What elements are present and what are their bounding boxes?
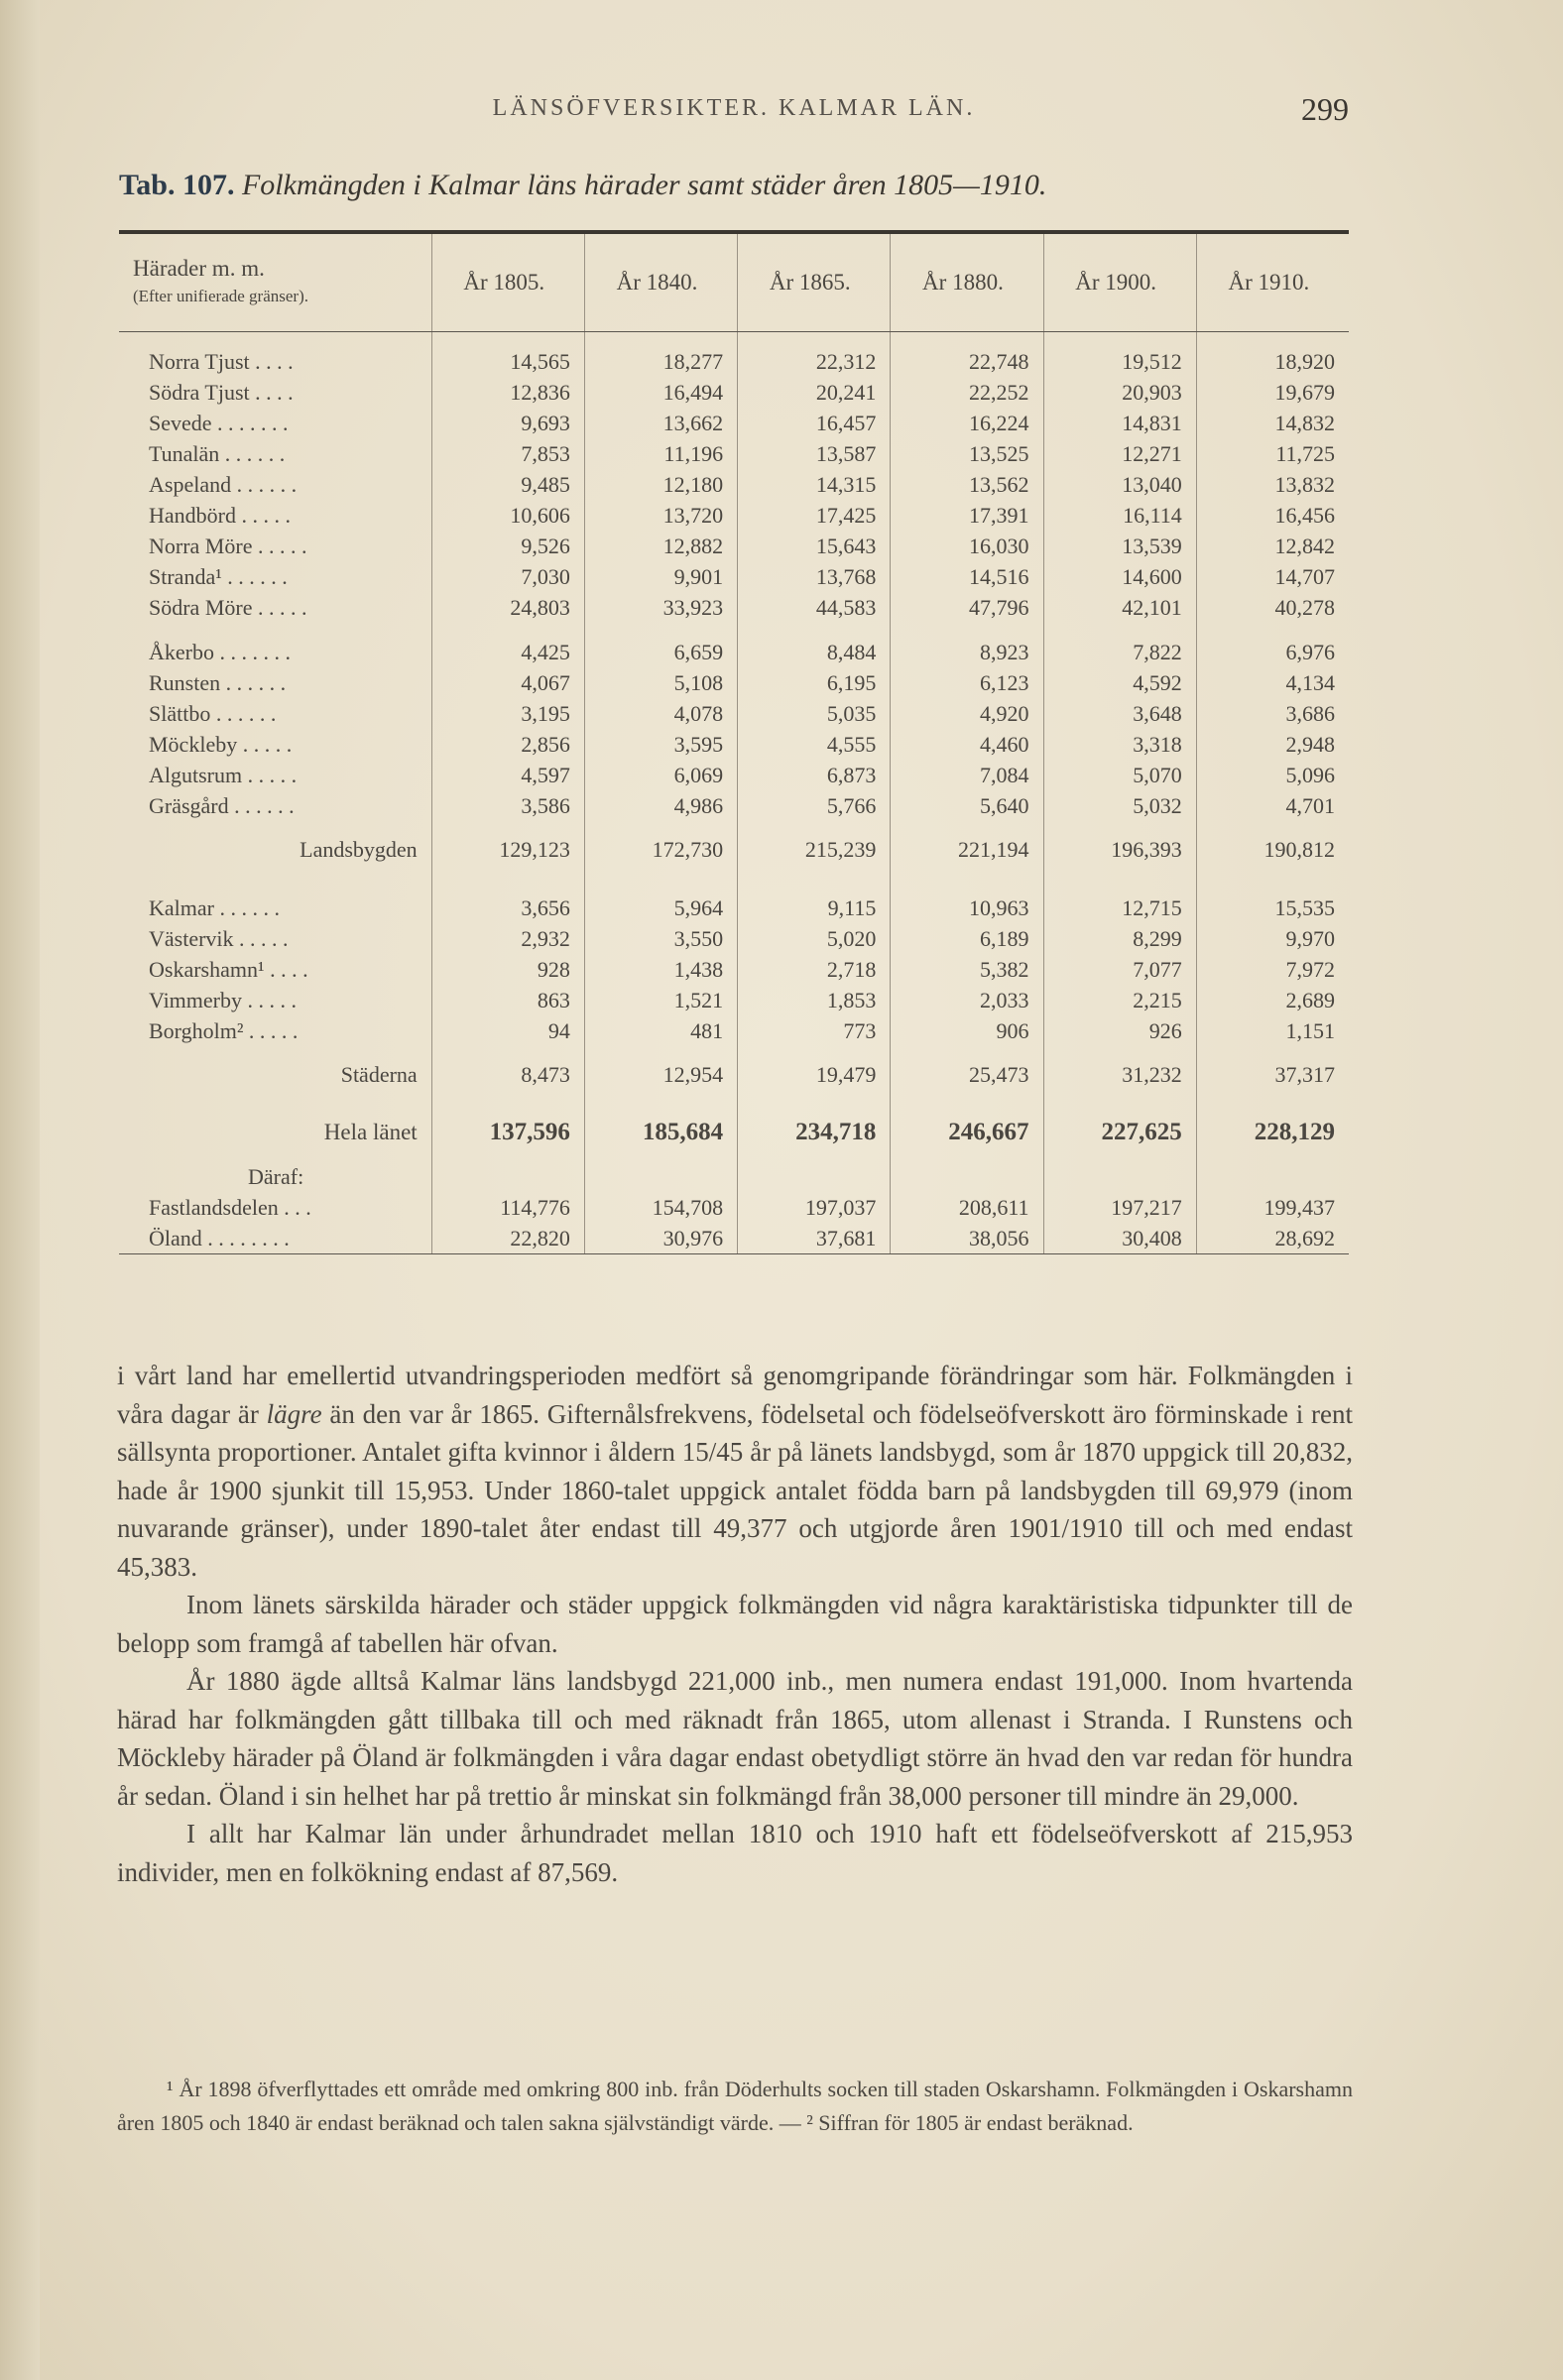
value-cell: 3,318 (1043, 729, 1196, 760)
table-row (119, 729, 1349, 760)
value-cell: 2,033 (891, 985, 1043, 1015)
header-harader-line1: Härader m. m. (133, 256, 265, 281)
spacer-cell (891, 879, 1043, 892)
value-cell: 1,853 (738, 985, 891, 1015)
value-cell: 2,215 (1043, 985, 1196, 1015)
table-header-row (119, 232, 1349, 332)
value-cell: 246,667 (891, 1104, 1043, 1161)
row-label: Södra Tjust . . . . (149, 380, 294, 405)
paragraph-1-rest: än den var år 1865. Gifternålsfrekvens, födelsetal och födelseöfverskott äro förminskade i rent sällsynta proportioner. Antalet gifta kvinnor i åldern 15/45 år på länets landsbygd, som år 1870 uppgick till 20,832, hade år 1900 sjunkit till 15,953. Under 1860-talet uppgick antalet födda barn på landsbygden till 69,979 (inom nuvarande gränser), under 1890-talet åter endast till 49,377 och utgjorde åren 1901/1910 till och med endast 45,383. (117, 1398, 1353, 1582)
value-cell: 5,020 (738, 923, 891, 954)
value-cell: 3,595 (584, 729, 737, 760)
value-cell: 12,836 (431, 377, 584, 408)
table-row (119, 821, 1349, 879)
paragraph-3: År 1880 ägde alltså Kalmar läns landsbygd 221,000 inb., men numera endast 191,000. Inom hvartenda härad har folkmängden gått tillbaka till och med räknadt från 1865, utom allenast i Stranda. I Runstens och Möckleby härader på Öland är folkmängden i våra dagar endast obetydligt större än hvad den var redan för hundra år sedan. Öland i sin helhet har på trettio år minskat sin folkmängd från 38,000 personer till mindre än 29,000. (117, 1666, 1353, 1811)
value-cell: 14,831 (1043, 408, 1196, 438)
empty-cell (891, 1161, 1043, 1192)
spacer-cell (1196, 623, 1349, 637)
value-cell: 114,776 (431, 1192, 584, 1223)
header-year-1805: År 1805. (431, 232, 584, 332)
empty-cell (584, 1161, 737, 1192)
value-cell: 13,040 (1043, 469, 1196, 500)
spacer-cell (1043, 332, 1196, 347)
value-cell: 5,035 (738, 698, 891, 729)
value-cell: 16,456 (1196, 500, 1349, 531)
table-row (119, 1223, 1349, 1254)
paragraph-1 (117, 1357, 1353, 1586)
value-cell: 33,923 (584, 592, 737, 623)
value-cell: 15,535 (1196, 892, 1349, 923)
value-cell: 17,391 (891, 500, 1043, 531)
value-cell: 906 (891, 1015, 1043, 1046)
table-row (119, 1192, 1349, 1223)
population-table (119, 230, 1349, 1254)
value-cell: 19,512 (1043, 346, 1196, 377)
value-cell: 12,842 (1196, 531, 1349, 561)
value-cell: 7,822 (1043, 637, 1196, 667)
value-cell: 47,796 (891, 592, 1043, 623)
value-cell: 5,096 (1196, 760, 1349, 790)
spacer-cell (891, 332, 1043, 347)
value-cell: 24,803 (431, 592, 584, 623)
table-row (119, 637, 1349, 667)
darav-label: Däraf: (248, 1164, 304, 1189)
paragraph-2: Inom länets särskilda härader och städer uppgick folkmängden vid några karaktäristiska tidpunkter till de belopp som framgå af tabellen här ofvan. (117, 1590, 1353, 1658)
darav-row (119, 1161, 1349, 1192)
row-label: Städerna (340, 1062, 418, 1087)
value-cell: 8,484 (738, 637, 891, 667)
value-cell: 12,715 (1043, 892, 1196, 923)
row-label: Stranda¹ . . . . . . (149, 564, 288, 589)
value-cell: 17,425 (738, 500, 891, 531)
value-cell: 12,180 (584, 469, 737, 500)
value-cell: 8,299 (1043, 923, 1196, 954)
table-row (119, 438, 1349, 469)
empty-cell (1196, 1161, 1349, 1192)
value-cell: 2,856 (431, 729, 584, 760)
row-label: Norra Tjust . . . . (149, 349, 294, 374)
spacer-row (119, 623, 1349, 637)
value-cell: 30,408 (1043, 1223, 1196, 1254)
paragraph-4: I allt har Kalmar län under århundradet mellan 1810 och 1910 haft ett födelseöfverskott af 215,953 individer, men en folkökning endast af 87,569. (117, 1819, 1353, 1887)
row-label: Algutsrum . . . . . (149, 763, 298, 787)
value-cell: 30,976 (584, 1223, 737, 1254)
value-cell: 12,271 (1043, 438, 1196, 469)
value-cell: 7,084 (891, 760, 1043, 790)
value-cell: 6,123 (891, 667, 1043, 698)
spacer-cell (1043, 879, 1196, 892)
value-cell: 926 (1043, 1015, 1196, 1046)
value-cell: 9,485 (431, 469, 584, 500)
value-cell: 4,078 (584, 698, 737, 729)
spacer-cell (738, 879, 891, 892)
table-row (119, 892, 1349, 923)
footnote-text: ¹ År 1898 öfverflyttades ett område med omkring 800 inb. från Döderhults socken till staden Oskarshamn. Folkmängden i Oskarshamn åren 1805 och 1840 är endast beräknad och talen sakna självständigt värde. — ² Siffran för 1805 är endast beräknad. (117, 2077, 1353, 2135)
row-label: Kalmar . . . . . . (149, 895, 280, 920)
spacer-cell (1196, 332, 1349, 347)
value-cell: 3,648 (1043, 698, 1196, 729)
value-cell: 215,239 (738, 821, 891, 879)
value-cell: 13,525 (891, 438, 1043, 469)
value-cell: 3,550 (584, 923, 737, 954)
spacer-cell (891, 623, 1043, 637)
value-cell: 172,730 (584, 821, 737, 879)
value-cell: 3,686 (1196, 698, 1349, 729)
value-cell: 18,920 (1196, 346, 1349, 377)
value-cell: 6,659 (584, 637, 737, 667)
value-cell: 13,562 (891, 469, 1043, 500)
value-cell: 5,382 (891, 954, 1043, 985)
value-cell: 4,067 (431, 667, 584, 698)
row-label: Slättbo . . . . . . (149, 701, 277, 726)
value-cell: 13,768 (738, 561, 891, 592)
value-cell: 6,195 (738, 667, 891, 698)
value-cell: 8,473 (431, 1046, 584, 1104)
spacer-cell (119, 332, 431, 347)
value-cell: 928 (431, 954, 584, 985)
spacer-cell (431, 879, 584, 892)
table-label: Tab. 107. (119, 169, 235, 201)
row-label: Gräsgård . . . . . . (149, 793, 295, 818)
value-cell: 15,643 (738, 531, 891, 561)
value-cell: 197,037 (738, 1192, 891, 1223)
value-cell: 197,217 (1043, 1192, 1196, 1223)
paragraph-1-start: i vårt land har emellertid utvandringsperioden medfört så genomgripande förändringar som här. Folkmängden i våra dagar är (117, 1361, 1353, 1429)
value-cell: 16,457 (738, 408, 891, 438)
value-cell: 22,252 (891, 377, 1043, 408)
value-cell: 773 (738, 1015, 891, 1046)
value-cell: 5,032 (1043, 790, 1196, 821)
value-cell: 5,964 (584, 892, 737, 923)
value-cell: 10,606 (431, 500, 584, 531)
value-cell: 7,853 (431, 438, 584, 469)
value-cell: 5,108 (584, 667, 737, 698)
spacer-cell (584, 879, 737, 892)
value-cell: 1,438 (584, 954, 737, 985)
value-cell: 6,189 (891, 923, 1043, 954)
value-cell: 208,611 (891, 1192, 1043, 1223)
page-number: 299 (1301, 91, 1349, 127)
value-cell: 863 (431, 985, 584, 1015)
spacer-cell (119, 879, 431, 892)
value-cell: 3,586 (431, 790, 584, 821)
row-label: Landsbygden (300, 837, 418, 862)
value-cell: 16,114 (1043, 500, 1196, 531)
value-cell: 14,832 (1196, 408, 1349, 438)
value-cell: 10,963 (891, 892, 1043, 923)
row-label: Öland . . . . . . . . (119, 1223, 431, 1254)
value-cell: 6,069 (584, 760, 737, 790)
value-cell: 22,820 (431, 1223, 584, 1254)
table-row (119, 1104, 1349, 1161)
spacer-row (119, 879, 1349, 892)
spacer-cell (431, 623, 584, 637)
value-cell: 2,689 (1196, 985, 1349, 1015)
row-label: Hela länet (323, 1120, 418, 1144)
page-binding-edge (0, 0, 40, 2380)
value-cell: 190,812 (1196, 821, 1349, 879)
table-row (119, 531, 1349, 561)
value-cell: 4,986 (584, 790, 737, 821)
value-cell: 481 (584, 1015, 737, 1046)
footnotes (117, 2073, 1353, 2140)
spacer-cell (584, 623, 737, 637)
spacer-cell (738, 332, 891, 347)
header-year-1880: År 1880. (891, 232, 1043, 332)
row-label: Sevede . . . . . . . (149, 411, 289, 435)
value-cell: 2,718 (738, 954, 891, 985)
table-row (119, 1015, 1349, 1046)
table-row (119, 561, 1349, 592)
value-cell: 6,873 (738, 760, 891, 790)
table-row (119, 760, 1349, 790)
value-cell: 5,070 (1043, 760, 1196, 790)
value-cell: 11,725 (1196, 438, 1349, 469)
value-cell: 5,766 (738, 790, 891, 821)
value-cell: 7,972 (1196, 954, 1349, 985)
value-cell: 199,437 (1196, 1192, 1349, 1223)
value-cell: 4,592 (1043, 667, 1196, 698)
value-cell: 2,948 (1196, 729, 1349, 760)
value-cell: 196,393 (1043, 821, 1196, 879)
value-cell: 11,196 (584, 438, 737, 469)
header-year-1865: År 1865. (738, 232, 891, 332)
value-cell: 1,521 (584, 985, 737, 1015)
empty-cell (1043, 1161, 1196, 1192)
value-cell: 38,056 (891, 1223, 1043, 1254)
table-row (119, 1046, 1349, 1104)
body-text (117, 1357, 1353, 1891)
table-row (119, 667, 1349, 698)
table-title: Folkmängden i Kalmar läns härader samt städer åren 1805—1910. (241, 169, 1047, 201)
value-cell: 20,903 (1043, 377, 1196, 408)
value-cell: 3,195 (431, 698, 584, 729)
value-cell: 37,681 (738, 1223, 891, 1254)
header-harader (119, 232, 431, 332)
value-cell: 13,539 (1043, 531, 1196, 561)
table-row (119, 500, 1349, 531)
row-label: Oskarshamn¹ . . . . (149, 957, 308, 982)
value-cell: 19,679 (1196, 377, 1349, 408)
value-cell: 20,241 (738, 377, 891, 408)
value-cell: 37,317 (1196, 1046, 1349, 1104)
spacer-cell (1043, 623, 1196, 637)
header-year-1840: År 1840. (584, 232, 737, 332)
header-year-1900: År 1900. (1043, 232, 1196, 332)
value-cell: 14,707 (1196, 561, 1349, 592)
row-label: Tunalän . . . . . . (149, 441, 286, 466)
value-cell: 12,882 (584, 531, 737, 561)
value-cell: 4,555 (738, 729, 891, 760)
value-cell: 4,425 (431, 637, 584, 667)
value-cell: 13,587 (738, 438, 891, 469)
value-cell: 9,526 (431, 531, 584, 561)
value-cell: 9,970 (1196, 923, 1349, 954)
paragraph-1-emphasis: lägre (266, 1398, 322, 1429)
value-cell: 3,656 (431, 892, 584, 923)
table-row (119, 954, 1349, 985)
table-row (119, 923, 1349, 954)
table-row (119, 790, 1349, 821)
value-cell: 14,600 (1043, 561, 1196, 592)
value-cell: 221,194 (891, 821, 1043, 879)
table-caption (119, 169, 1359, 202)
value-cell: 4,920 (891, 698, 1043, 729)
table-row (119, 698, 1349, 729)
value-cell: 12,954 (584, 1046, 737, 1104)
value-cell: 42,101 (1043, 592, 1196, 623)
table-row (119, 408, 1349, 438)
spacer-row (119, 332, 1349, 347)
header-year-1910: År 1910. (1196, 232, 1349, 332)
row-label: Vimmerby . . . . . (149, 988, 297, 1012)
row-label: Aspeland . . . . . . (149, 472, 298, 497)
value-cell: 137,596 (431, 1104, 584, 1161)
value-cell: 1,151 (1196, 1015, 1349, 1046)
value-cell: 14,315 (738, 469, 891, 500)
value-cell: 6,976 (1196, 637, 1349, 667)
value-cell: 2,932 (431, 923, 584, 954)
empty-cell (738, 1161, 891, 1192)
row-label: Borgholm² . . . . . (149, 1018, 299, 1043)
value-cell: 7,030 (431, 561, 584, 592)
value-cell: 4,134 (1196, 667, 1349, 698)
value-cell: 28,692 (1196, 1223, 1349, 1254)
table-row (119, 346, 1349, 377)
value-cell: 19,479 (738, 1046, 891, 1104)
header-harader-line2: (Efter unifierade gränser). (133, 287, 308, 305)
value-cell: 25,473 (891, 1046, 1043, 1104)
value-cell: 7,077 (1043, 954, 1196, 985)
value-cell: 14,565 (431, 346, 584, 377)
value-cell: 13,662 (584, 408, 737, 438)
value-cell: 185,684 (584, 1104, 737, 1161)
value-cell: 14,516 (891, 561, 1043, 592)
table-row (119, 377, 1349, 408)
value-cell: 13,832 (1196, 469, 1349, 500)
value-cell: 18,277 (584, 346, 737, 377)
value-cell: 22,312 (738, 346, 891, 377)
spacer-cell (1196, 879, 1349, 892)
value-cell: 44,583 (738, 592, 891, 623)
table-row (119, 592, 1349, 623)
value-cell: 94 (431, 1015, 584, 1046)
value-cell: 227,625 (1043, 1104, 1196, 1161)
value-cell: 154,708 (584, 1192, 737, 1223)
value-cell: 4,701 (1196, 790, 1349, 821)
row-label: Västervik . . . . . (149, 926, 289, 951)
value-cell: 9,693 (431, 408, 584, 438)
spacer-cell (584, 332, 737, 347)
running-title: LÄNSÖFVERSIKTER. KALMAR LÄN. (492, 95, 976, 121)
value-cell: 5,640 (891, 790, 1043, 821)
value-cell: 22,748 (891, 346, 1043, 377)
value-cell: 234,718 (738, 1104, 891, 1161)
row-label: Åkerbo . . . . . . . (149, 640, 291, 664)
value-cell: 16,030 (891, 531, 1043, 561)
running-head (119, 91, 1349, 135)
row-label: Norra Möre . . . . . (149, 534, 307, 558)
value-cell: 129,123 (431, 821, 584, 879)
spacer-cell (431, 332, 584, 347)
row-label: Fastlandsdelen . . . (149, 1195, 311, 1220)
value-cell: 4,460 (891, 729, 1043, 760)
row-label: Runsten . . . . . . (149, 670, 287, 695)
table-row (119, 469, 1349, 500)
value-cell: 8,923 (891, 637, 1043, 667)
empty-cell (431, 1161, 584, 1192)
spacer-cell (119, 623, 431, 637)
value-cell: 228,129 (1196, 1104, 1349, 1161)
value-cell: 16,224 (891, 408, 1043, 438)
row-label: Handbörd . . . . . (149, 503, 291, 528)
value-cell: 4,597 (431, 760, 584, 790)
value-cell: 13,720 (584, 500, 737, 531)
value-cell: 9,901 (584, 561, 737, 592)
row-label: Södra Möre . . . . . (149, 595, 307, 620)
row-label: Möckleby . . . . . (149, 732, 293, 757)
value-cell: 16,494 (584, 377, 737, 408)
value-cell: 31,232 (1043, 1046, 1196, 1104)
table-row (119, 985, 1349, 1015)
spacer-cell (738, 623, 891, 637)
value-cell: 9,115 (738, 892, 891, 923)
value-cell: 40,278 (1196, 592, 1349, 623)
